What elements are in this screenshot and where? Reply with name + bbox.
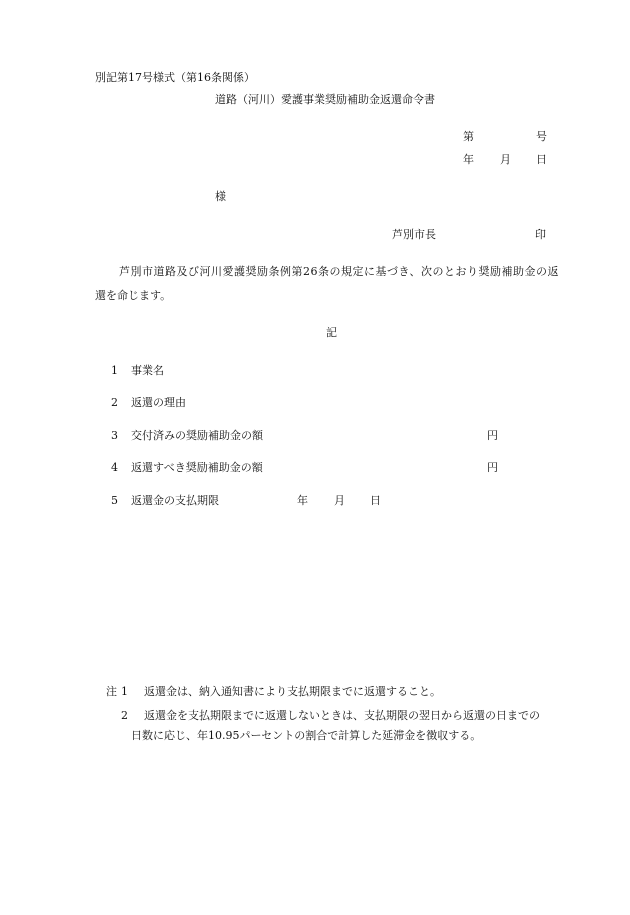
note-1-text: 返還金は、納入通知書により支払期限までに返還すること。 [144, 685, 441, 698]
body-line-2: 還を命じます。 [95, 289, 172, 302]
notes-prefix: 注 [106, 685, 117, 698]
deadline-year: 年 [297, 494, 308, 507]
item-label: 返還金の支払期限 [131, 494, 219, 507]
addressee-suffix: 様 [215, 190, 226, 203]
number-prefix: 第 [463, 130, 474, 143]
body-line-1: 芦別市道路及び河川愛護奨励条例第26条の規定に基づき、次のとおり奨励補助金の返 [119, 265, 560, 278]
issuer-name: 芦別市長 [392, 228, 436, 241]
item-label: 返還の理由 [131, 396, 186, 409]
deadline-day: 日 [370, 494, 381, 507]
item-number: 3 [111, 429, 118, 442]
date-year: 年 [463, 153, 474, 166]
note-2-line-1: 返還金を支払期限までに返還しないときは、支払期限の翌日から返還の日までの [144, 709, 540, 722]
item-number: 4 [111, 461, 118, 474]
item-number: 1 [111, 364, 118, 377]
deadline-month: 月 [334, 494, 345, 507]
item-label: 返還すべき奨励補助金の額 [131, 461, 263, 474]
note-number: 1 [121, 685, 128, 698]
item-unit-yen: 円 [487, 429, 498, 442]
item-unit-yen: 円 [487, 461, 498, 474]
note-2-line-2: 日数に応じ、年10.95パーセントの割合で計算した延滞金を徴収する。 [131, 729, 482, 742]
number-suffix: 号 [536, 130, 547, 143]
item-label: 事業名 [131, 364, 164, 377]
seal-mark: 印 [535, 228, 546, 241]
ki-heading: 記 [326, 326, 337, 339]
document-title: 道路（河川）愛護事業奨励補助金返還命令書 [215, 93, 435, 106]
item-number: 5 [111, 494, 118, 507]
item-number: 2 [111, 396, 118, 409]
note-number: 2 [121, 709, 128, 722]
date-day: 日 [536, 153, 547, 166]
item-label: 交付済みの奨励補助金の額 [131, 429, 263, 442]
date-month: 月 [500, 153, 511, 166]
form-header: 別記第17号様式（第16条関係） [95, 71, 255, 84]
